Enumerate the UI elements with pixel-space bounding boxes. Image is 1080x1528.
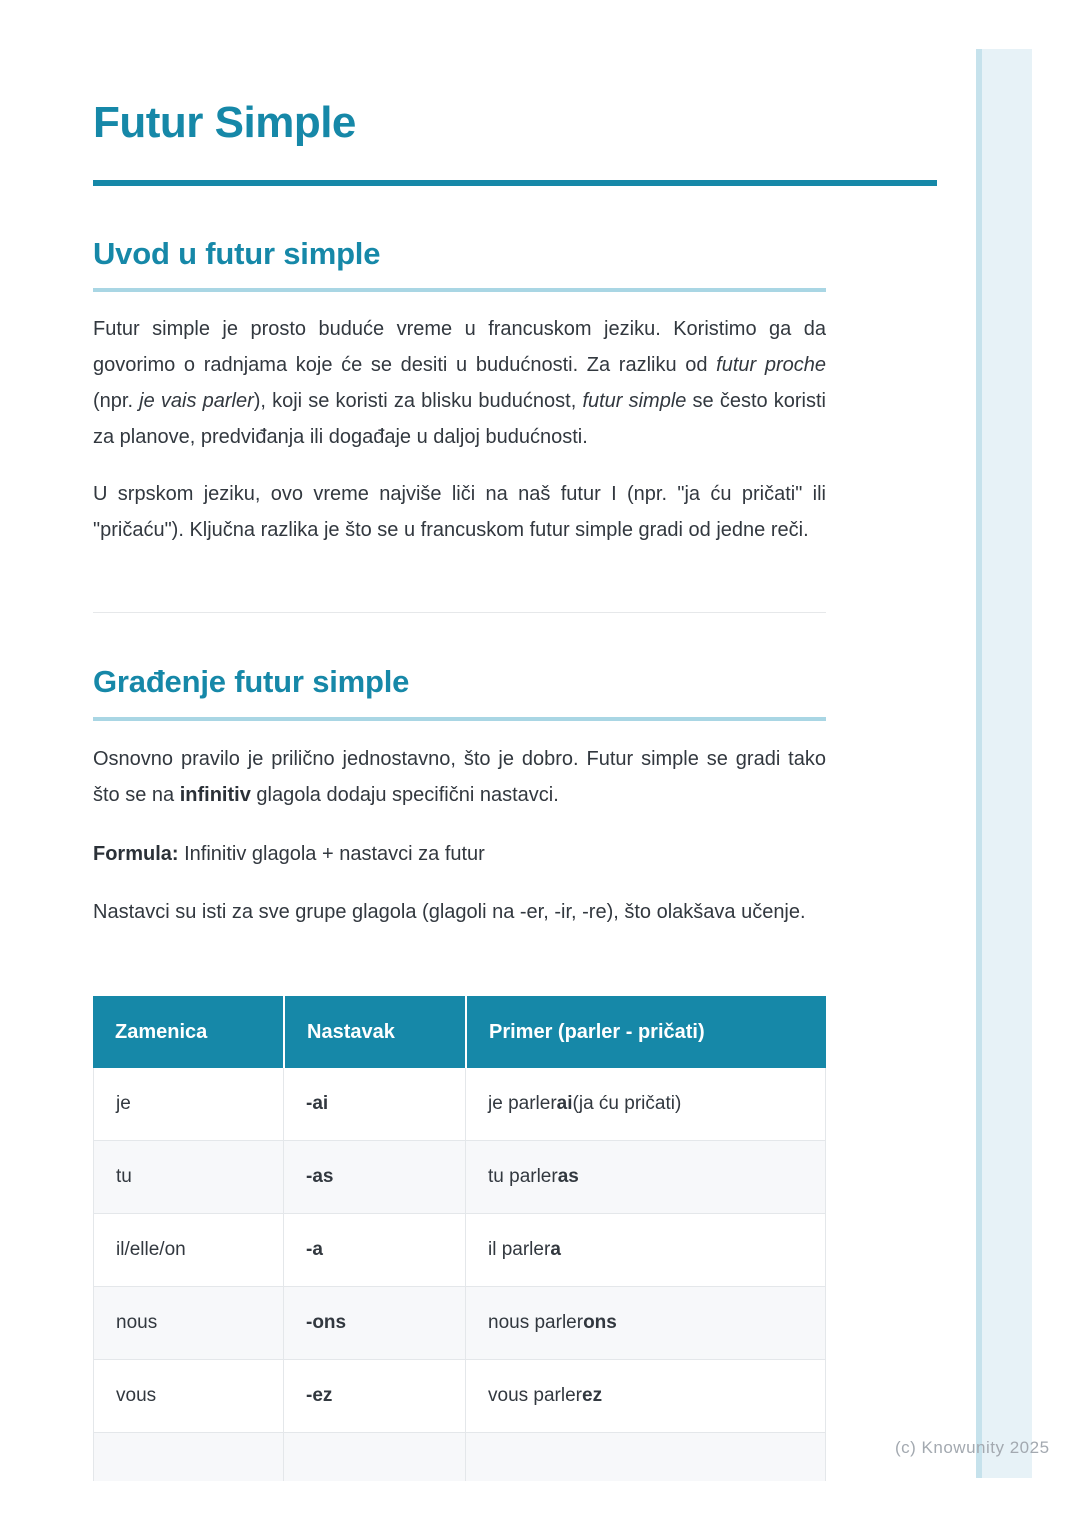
example-prefix: je parler [488,1093,557,1114]
example-ending: ons [583,1312,617,1333]
pronoun-cell: tu [93,1141,283,1213]
ending-value: -a [306,1239,323,1260]
text-segment: Futur simple je prosto buduće vreme u francuskom jeziku. Koristimo ga da govorimo o radnjama koje će se desiti u budućnosti. Za razliku od [93,318,826,376]
example-cell [465,1287,826,1359]
intro-paragraph-2: U srpskom jeziku, ovo vreme najviše liči na naš futur I (npr. "ja ću pričati" ili "pričaću"). Ključna razlika je što se u francuskom futur simple gradi od jedne reči. [93,483,826,541]
example-ending: ai [556,1093,573,1114]
example-suffix: (ja ću pričati) [572,1093,682,1114]
building-paragraph-1 [93,741,826,813]
italic-term: futur proche [716,354,827,376]
ending-value: -ons [306,1312,347,1333]
section-heading-building: Građenje futur simple [93,664,410,699]
title-underline [93,180,937,186]
example-cell [465,1214,826,1286]
example-cell [465,1141,826,1213]
intro-paragraph-1 [93,311,826,455]
example-prefix: vous parler [488,1385,582,1406]
italic-term: je vais parler [139,390,254,412]
ending-cell [283,1360,465,1432]
ending-cell [283,1068,465,1140]
example-ending: a [550,1239,561,1260]
example-cell [465,1360,826,1432]
section-underline-intro [93,288,826,292]
pronoun-cell: nous [93,1287,283,1359]
section-underline-building [93,717,826,721]
bold-term: infinitiv [179,784,251,806]
example-cell [465,1068,826,1140]
example-prefix: tu parler [488,1166,558,1187]
pronoun-cell: je [93,1068,283,1140]
table-row-partial [93,1433,826,1481]
page-edge-decoration [976,49,1032,1478]
example-ending: ez [582,1385,603,1406]
table-header-example: Primer (parler - pričati) [465,996,826,1068]
document-title: Futur Simple [93,98,356,147]
table-row [93,1214,826,1287]
ending-value: -ez [306,1385,333,1406]
building-paragraph-2: Nastavci su isti za sve grupe glagola (glagoli na -er, -ir, -re), što olakšava učenje. [93,901,806,923]
formula-label: Formula: [93,843,179,865]
conjugation-table [93,996,826,1481]
pronoun-cell [93,1433,283,1481]
text-segment: Osnovno pravilo je prilično jednostavno, što je dobro. Futur simple se gradi tako što se na [93,748,826,806]
table-row [93,1141,826,1214]
table-header-ending: Nastavak [283,996,465,1068]
text-segment: (npr. [93,390,140,412]
watermark: (c) Knowunity 2025 [895,1438,1050,1457]
ending-value: -ai [306,1093,329,1114]
ending-cell [283,1214,465,1286]
text-segment: se često koristi za planove, predviđanja ili događaje u daljoj budućnosti. [93,390,826,448]
text-segment: Infinitiv glagola + nastavci za futur [178,843,485,865]
table-header-pronoun: Zamenica [115,1020,208,1043]
example-ending: as [557,1166,579,1187]
ending-cell [283,1141,465,1213]
formula-line [93,836,826,872]
example-prefix: nous parler [488,1312,584,1333]
pronoun-cell: vous [93,1360,283,1432]
table-header-row [93,996,826,1068]
section-divider [93,612,826,613]
text-segment: ), koji se koristi za blisku budućnost, [253,390,583,412]
table-row [93,1360,826,1433]
example-cell [465,1433,826,1481]
section-heading-intro: Uvod u futur simple [93,236,381,271]
pronoun-cell: il/elle/on [93,1214,283,1286]
ending-value: -as [306,1166,334,1187]
text-segment: glagola dodaju specifični nastavci. [250,784,559,806]
ending-cell [283,1287,465,1359]
italic-term: futur simple [582,390,687,412]
ending-cell [283,1433,465,1481]
table-row [93,1287,826,1360]
example-prefix: il parler [488,1239,551,1260]
table-row [93,1068,826,1141]
